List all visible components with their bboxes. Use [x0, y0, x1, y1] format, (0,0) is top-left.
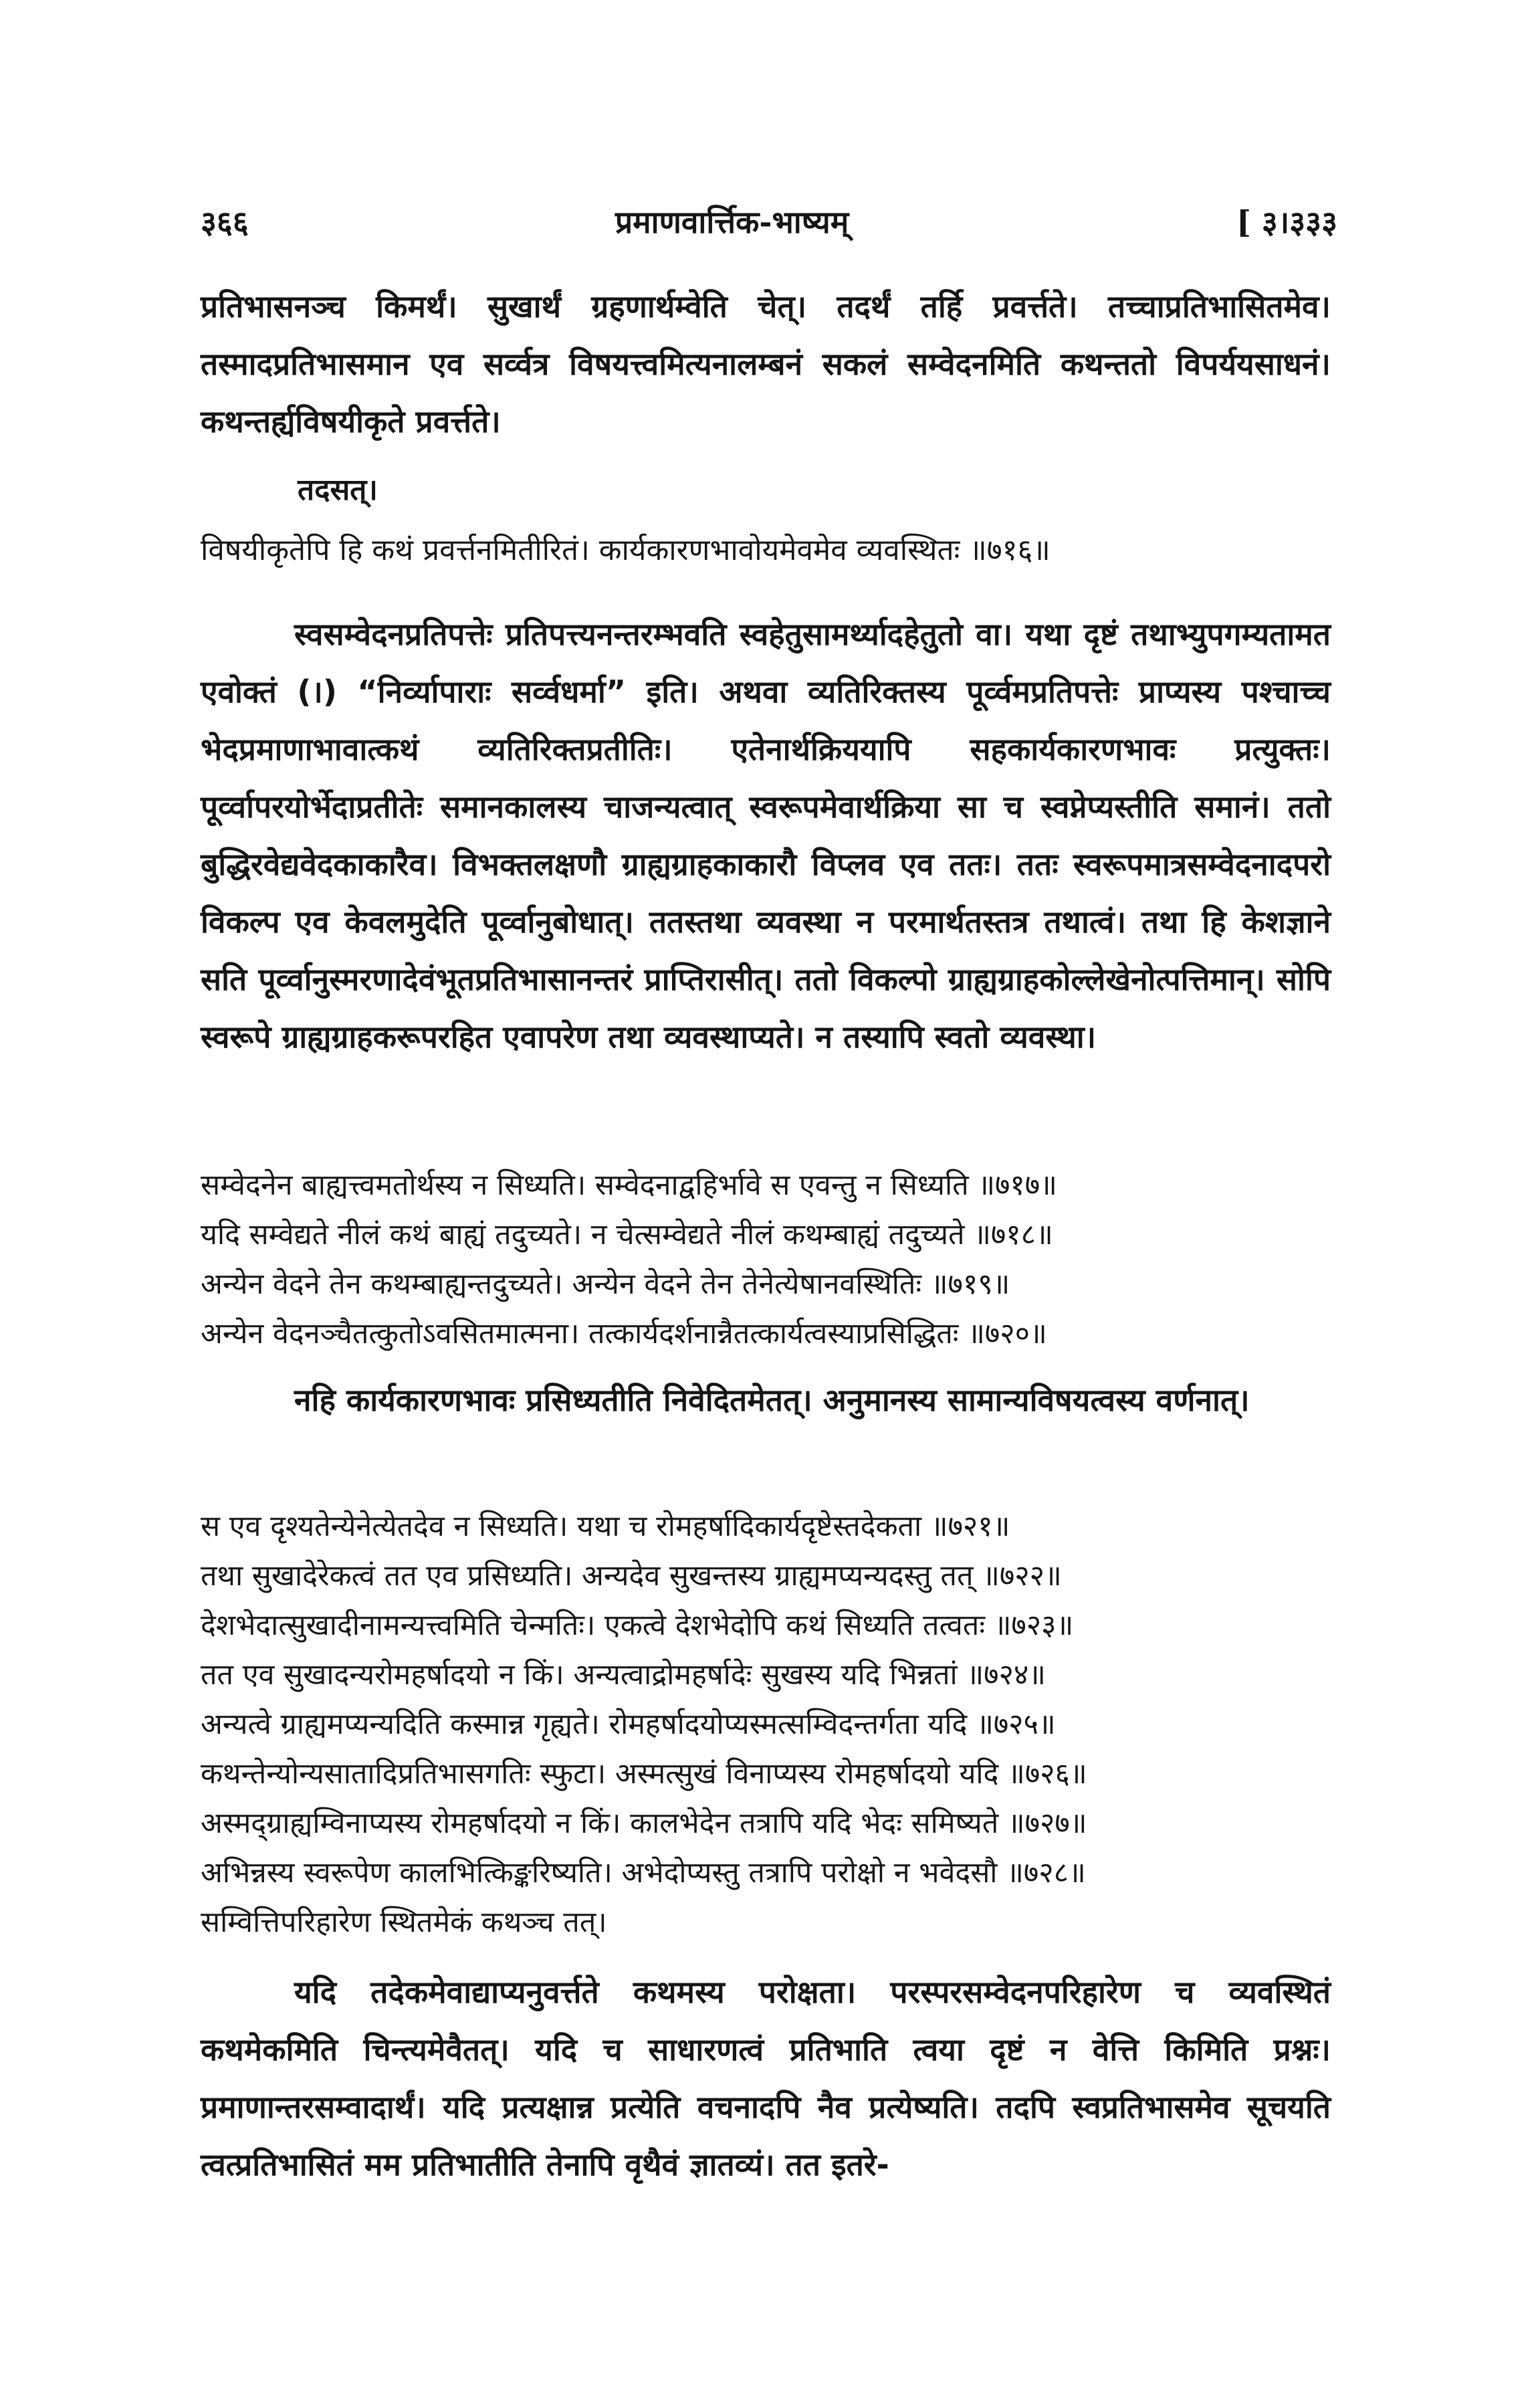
- paragraph-3: [201, 1371, 1331, 1429]
- section-marker: [ ३।३३३: [1236, 204, 1337, 240]
- paragraph-4: [201, 1963, 1331, 2193]
- paragraph-4-text: यदि तदेकमेवाद्याप्यनुवर्त्तते कथमस्य परोक्षता। परस्परसम्वेदनपरिहारेण च व्यवस्थितं कथमेकमिति चिन्त्यमेवैतत्। यदि च साधारणत्वं प्रतिभाति त्वया दृष्टं न वेत्ति किमिति प्रश्नः। प्रमाणान्तरसम्वादार्थं। यदि प्रत्यक्षान्न प्रत्येति वचनादपि नैव प्रत्येष्यति। तदपि स्वप्रतिभासमेव सूचयति त्वत्प्रतिभासितं मम प्रतिभातीति तेनापि वृथैवं ज्ञातव्यं। तत इतरे-: [201, 1974, 1331, 2183]
- verse-tail: सम्वित्तिपरिहारेण स्थितमेकं कथञ्च तत्।: [201, 1906, 607, 1939]
- verse-726: कथन्तेन्योन्यसातादिप्रतिभासगतिः स्फुटा। अस्मत्सुखं विनाप्यस्य रोमहर्षादयो यदि ॥७२६॥: [201, 1757, 1087, 1791]
- page-header: [201, 201, 1337, 261]
- paragraph-2: [201, 605, 1331, 1066]
- paragraph-2-text: स्वसम्वेदनप्रतिपत्तेः प्रतिपत्त्यनन्तरम्भवति स्वहेतुसामर्थ्यादहेतुतो वा। यथा दृष्टं तथाभ्युपगम्यतामत एवोक्तं (।) “निर्व्यापाराः सर्व्वधर्मा” इति। अथवा व्यतिरिक्तस्य पूर्व्वमप्रतिपत्तेः प्राप्यस्य पश्चाच्च भेदप्रमाणाभावात्कथं व्यतिरिक्तप्रतीतिः। एतेनार्थक्रिययापि सहकार्यकारणभावः प्रत्युक्तः। पूर्व्वापरयोर्भेदाप्रतीतेः समानकालस्य चाजन्यत्वात् स्वरूपमेवार्थक्रिया सा च स्वप्नेप्यस्तीति समानं। ततो बुद्धिरवेद्यवेदकाकारैव। विभक्तलक्षणौ ग्राह्यग्राहकाकारौ विप्लव एव ततः। ततः स्वरूपमात्रसम्वेदनादपरो विकल्प एव केवलमुदेति पूर्व्वानुबोधात्। ततस्तथा व्यवस्था न परमार्थतस्तत्र तथात्वं। तथा हि केशज्ञाने सति पूर्व्वानुस्मरणादेवंभूतप्रतिभासानन्तरं प्राप्तिरासीत्। ततो विकल्पो ग्राह्यग्राहकोल्लेखेनोत्पत्तिमान्। सोपि स्वरूपे ग्राह्यग्राहकरूपरहित एवापरेण तथा व्यवस्थाप्यते। न तस्यापि स्वतो व्यवस्था।: [201, 616, 1331, 1055]
- paragraph-3-text: नहि कार्यकारणभावः प्रसिध्यतीति निवेदितमेतत्। अनुमानस्य सामान्यविषयत्वस्य वर्णनात्।: [294, 1382, 1250, 1418]
- verse-725: अन्यत्वे ग्राह्यमप्यन्यदिति कस्मान्न गृह्यते। रोमहर्षादयोप्यस्मत्सम्विदन्तर्गता यदि ॥७२५॥: [201, 1708, 1056, 1741]
- verse-720: अन्येन वेदनञ्चैतत्कुतोऽवसितमात्मना। तत्कार्यदर्शनान्नैतत्कार्यत्वस्याप्रसिद्धितः ॥७२०॥: [201, 1317, 1047, 1350]
- verse-716: विषयीकृतेपि हि कथं प्रवर्त्तनमितीरितं। कार्यकारणभावोयमेवमेव व्यवस्थितः ॥७१६॥: [201, 533, 1051, 567]
- verse-717: सम्वेदनेन बाह्यत्त्वमतोर्थस्य न सिध्यति। सम्वेदनाद्वहिर्भावे स एवन्तु न सिध्यति ॥७१७॥: [201, 1169, 1057, 1202]
- verse-724: तत एव सुखादन्यरोमहर्षादयो न किं। अन्यत्वाद्रोमहर्षादेः सुखस्य यदि भिन्नतां ॥७२४॥: [201, 1658, 1046, 1692]
- verse-728: अभिन्नस्य स्वरूपेण कालभित्किङ्करिष्यति। अभेदोप्यस्तु तत्रापि परोक्षो न भवेदसौ ॥७२८॥: [201, 1856, 1086, 1890]
- tadasat-line: तदसत्।: [298, 473, 378, 507]
- verse-719: अन्येन वेदने तेन कथम्बाह्यन्तदुच्यते। अन्येन वेदने तेन तेनेत्येषानवस्थितिः ॥७१९॥: [201, 1268, 1010, 1301]
- paragraph-1-text: प्रतिभासनञ्च किमर्थं। सुखार्थं ग्रहणार्थम्वेति चेत्। तदर्थं तर्हि प्रवर्त्तते। तच्चाप्रतिभासितमेव। तस्मादप्रतिभासमान एव सर्व्वत्र विषयत्त्वमित्यनालम्बनं सकलं सम्वेदनमिति कथन्ततो विपर्ययसाधनं। कथन्तर्ह्यविषयीकृते प्रवर्त्तते।: [201, 288, 1331, 439]
- page-number: ३६६: [201, 204, 249, 240]
- running-title: प्रमाणवार्त्तिक-भाष्यम्: [615, 204, 849, 240]
- verse-727: अस्मद्ग्राह्यम्विनाप्यस्य रोमहर्षादयो न किं। कालभेदेन तत्रापि यदि भेदः समिष्यते ॥७२७॥: [201, 1807, 1087, 1840]
- verse-group-717-720: [201, 1161, 1331, 1359]
- verse-723: देशभेदात्सुखादीनामन्यत्त्वमिति चेन्मतिः। एकत्वे देशभेदोपि कथं सिध्यति तत्वतः ॥७२३॥: [201, 1609, 1074, 1642]
- verse-718: यदि सम्वेद्यते नीलं कथं बाह्यं तदुच्यते। न चेत्सम्वेद्यते नीलं कथम्बाह्यं तदुच्यते ॥७१८॥: [201, 1218, 1053, 1251]
- paragraph-1: [201, 278, 1331, 450]
- verse-721: स एव दृश्यतेन्येनेत्येतदेव न सिध्यति। यथा च रोमहर्षादिकार्यदृष्टेस्तदेकता ॥७२१॥: [201, 1510, 1010, 1543]
- verse-722: तथा सुखादेरेकत्वं तत एव प्रसिध्यति। अन्यदेव सुखन्तस्य ग्राह्यमप्यन्यदस्तु तत् ॥७२२॥: [201, 1559, 1062, 1593]
- verse-group-721-728: [201, 1502, 1331, 1947]
